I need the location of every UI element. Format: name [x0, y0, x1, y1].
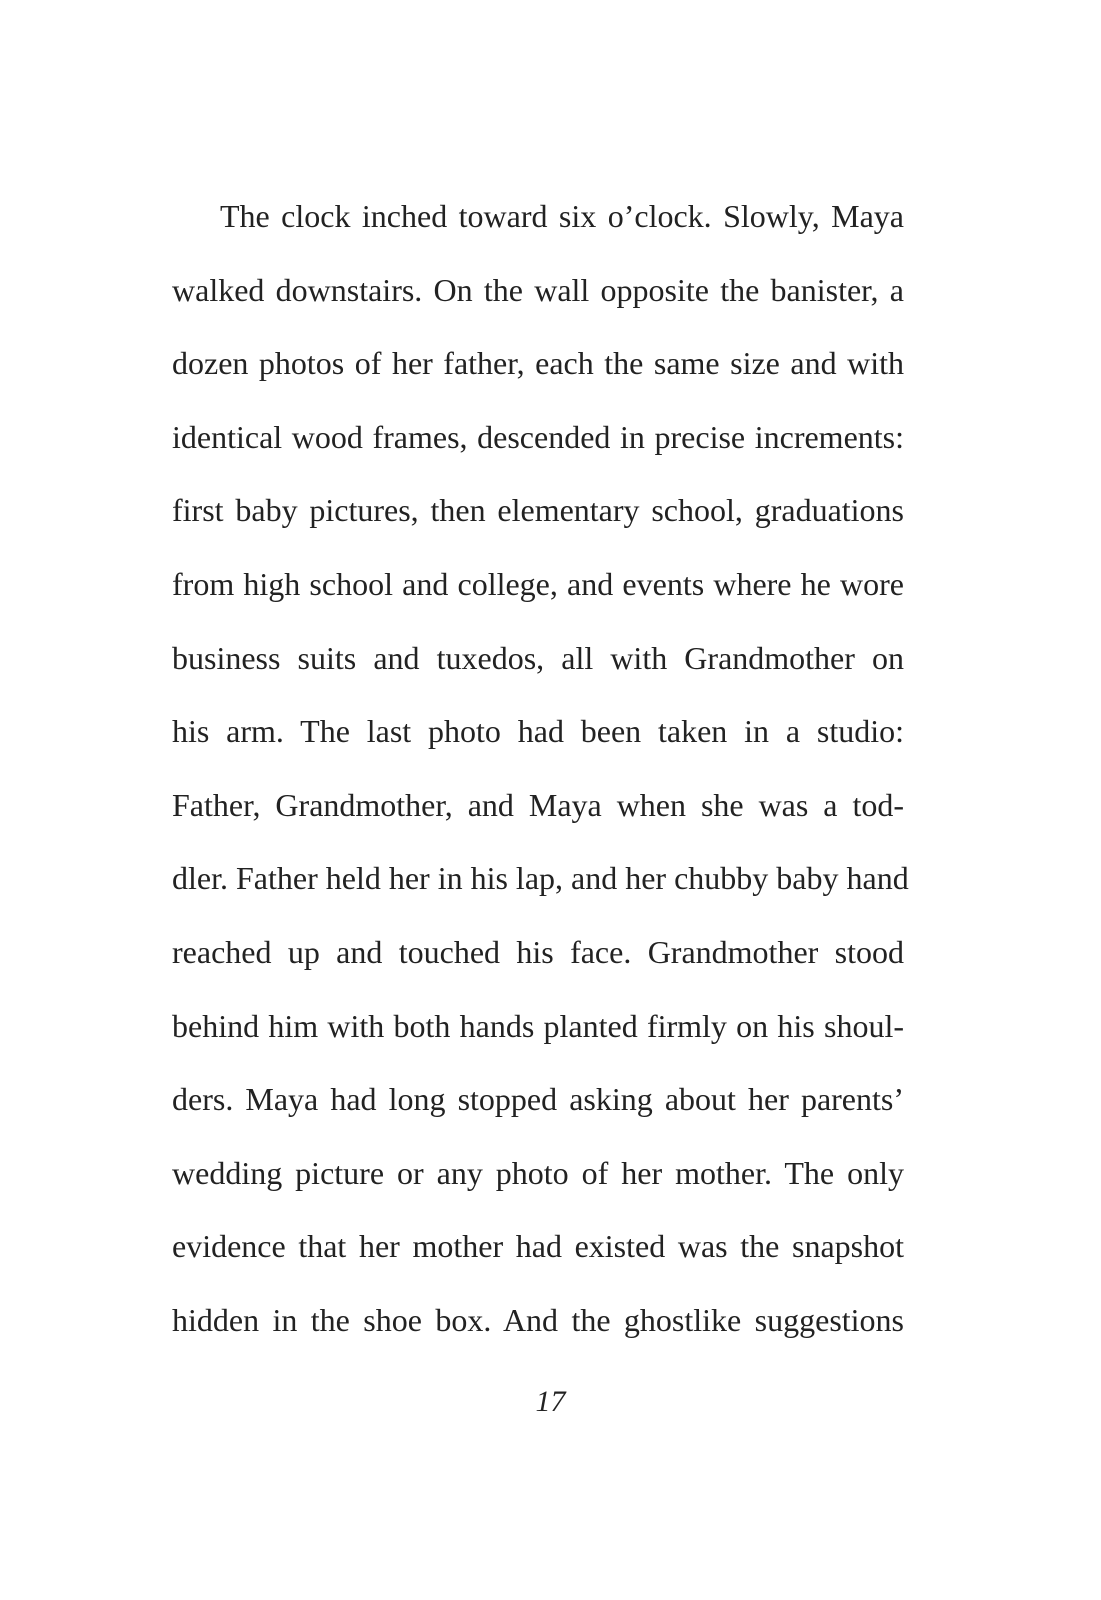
text-line: identical wood frames, descended in precise increments:: [172, 418, 904, 455]
text-line: Father, Grandmother, and Maya when she was a tod-: [172, 786, 904, 823]
text-line: walked downstairs. On the wall opposite the banister, a: [172, 271, 904, 308]
text-line: from high school and college, and events where he wore: [172, 565, 904, 602]
body-paragraph: [172, 190, 909, 1368]
text-line: dler. Father held her in his lap, and her chubby baby hand: [172, 860, 909, 897]
text-line: hidden in the shoe box. And the ghostlike suggestions: [172, 1301, 904, 1338]
text-line: first baby pictures, then elementary school, graduations: [172, 492, 904, 529]
text-line: The clock inched toward six o’clock. Slowly, Maya: [220, 198, 904, 234]
text-line: reached up and touched his face. Grandmother stood: [172, 933, 904, 970]
text-line: his arm. The last photo had been taken in a studio:: [172, 713, 904, 750]
text-line: evidence that her mother had existed was the snapshot: [172, 1228, 904, 1265]
text-line: business suits and tuxedos, all with Grandmother on: [172, 639, 904, 676]
page-number: 17: [535, 1385, 566, 1418]
text-line: wedding picture or any photo of her mother. The only: [172, 1154, 904, 1191]
text-line: ders. Maya had long stopped asking about her parents’: [172, 1081, 904, 1118]
text-line: behind him with both hands planted firmly on his shoul-: [172, 1007, 904, 1044]
text-line: dozen photos of her father, each the same size and with: [172, 345, 904, 382]
